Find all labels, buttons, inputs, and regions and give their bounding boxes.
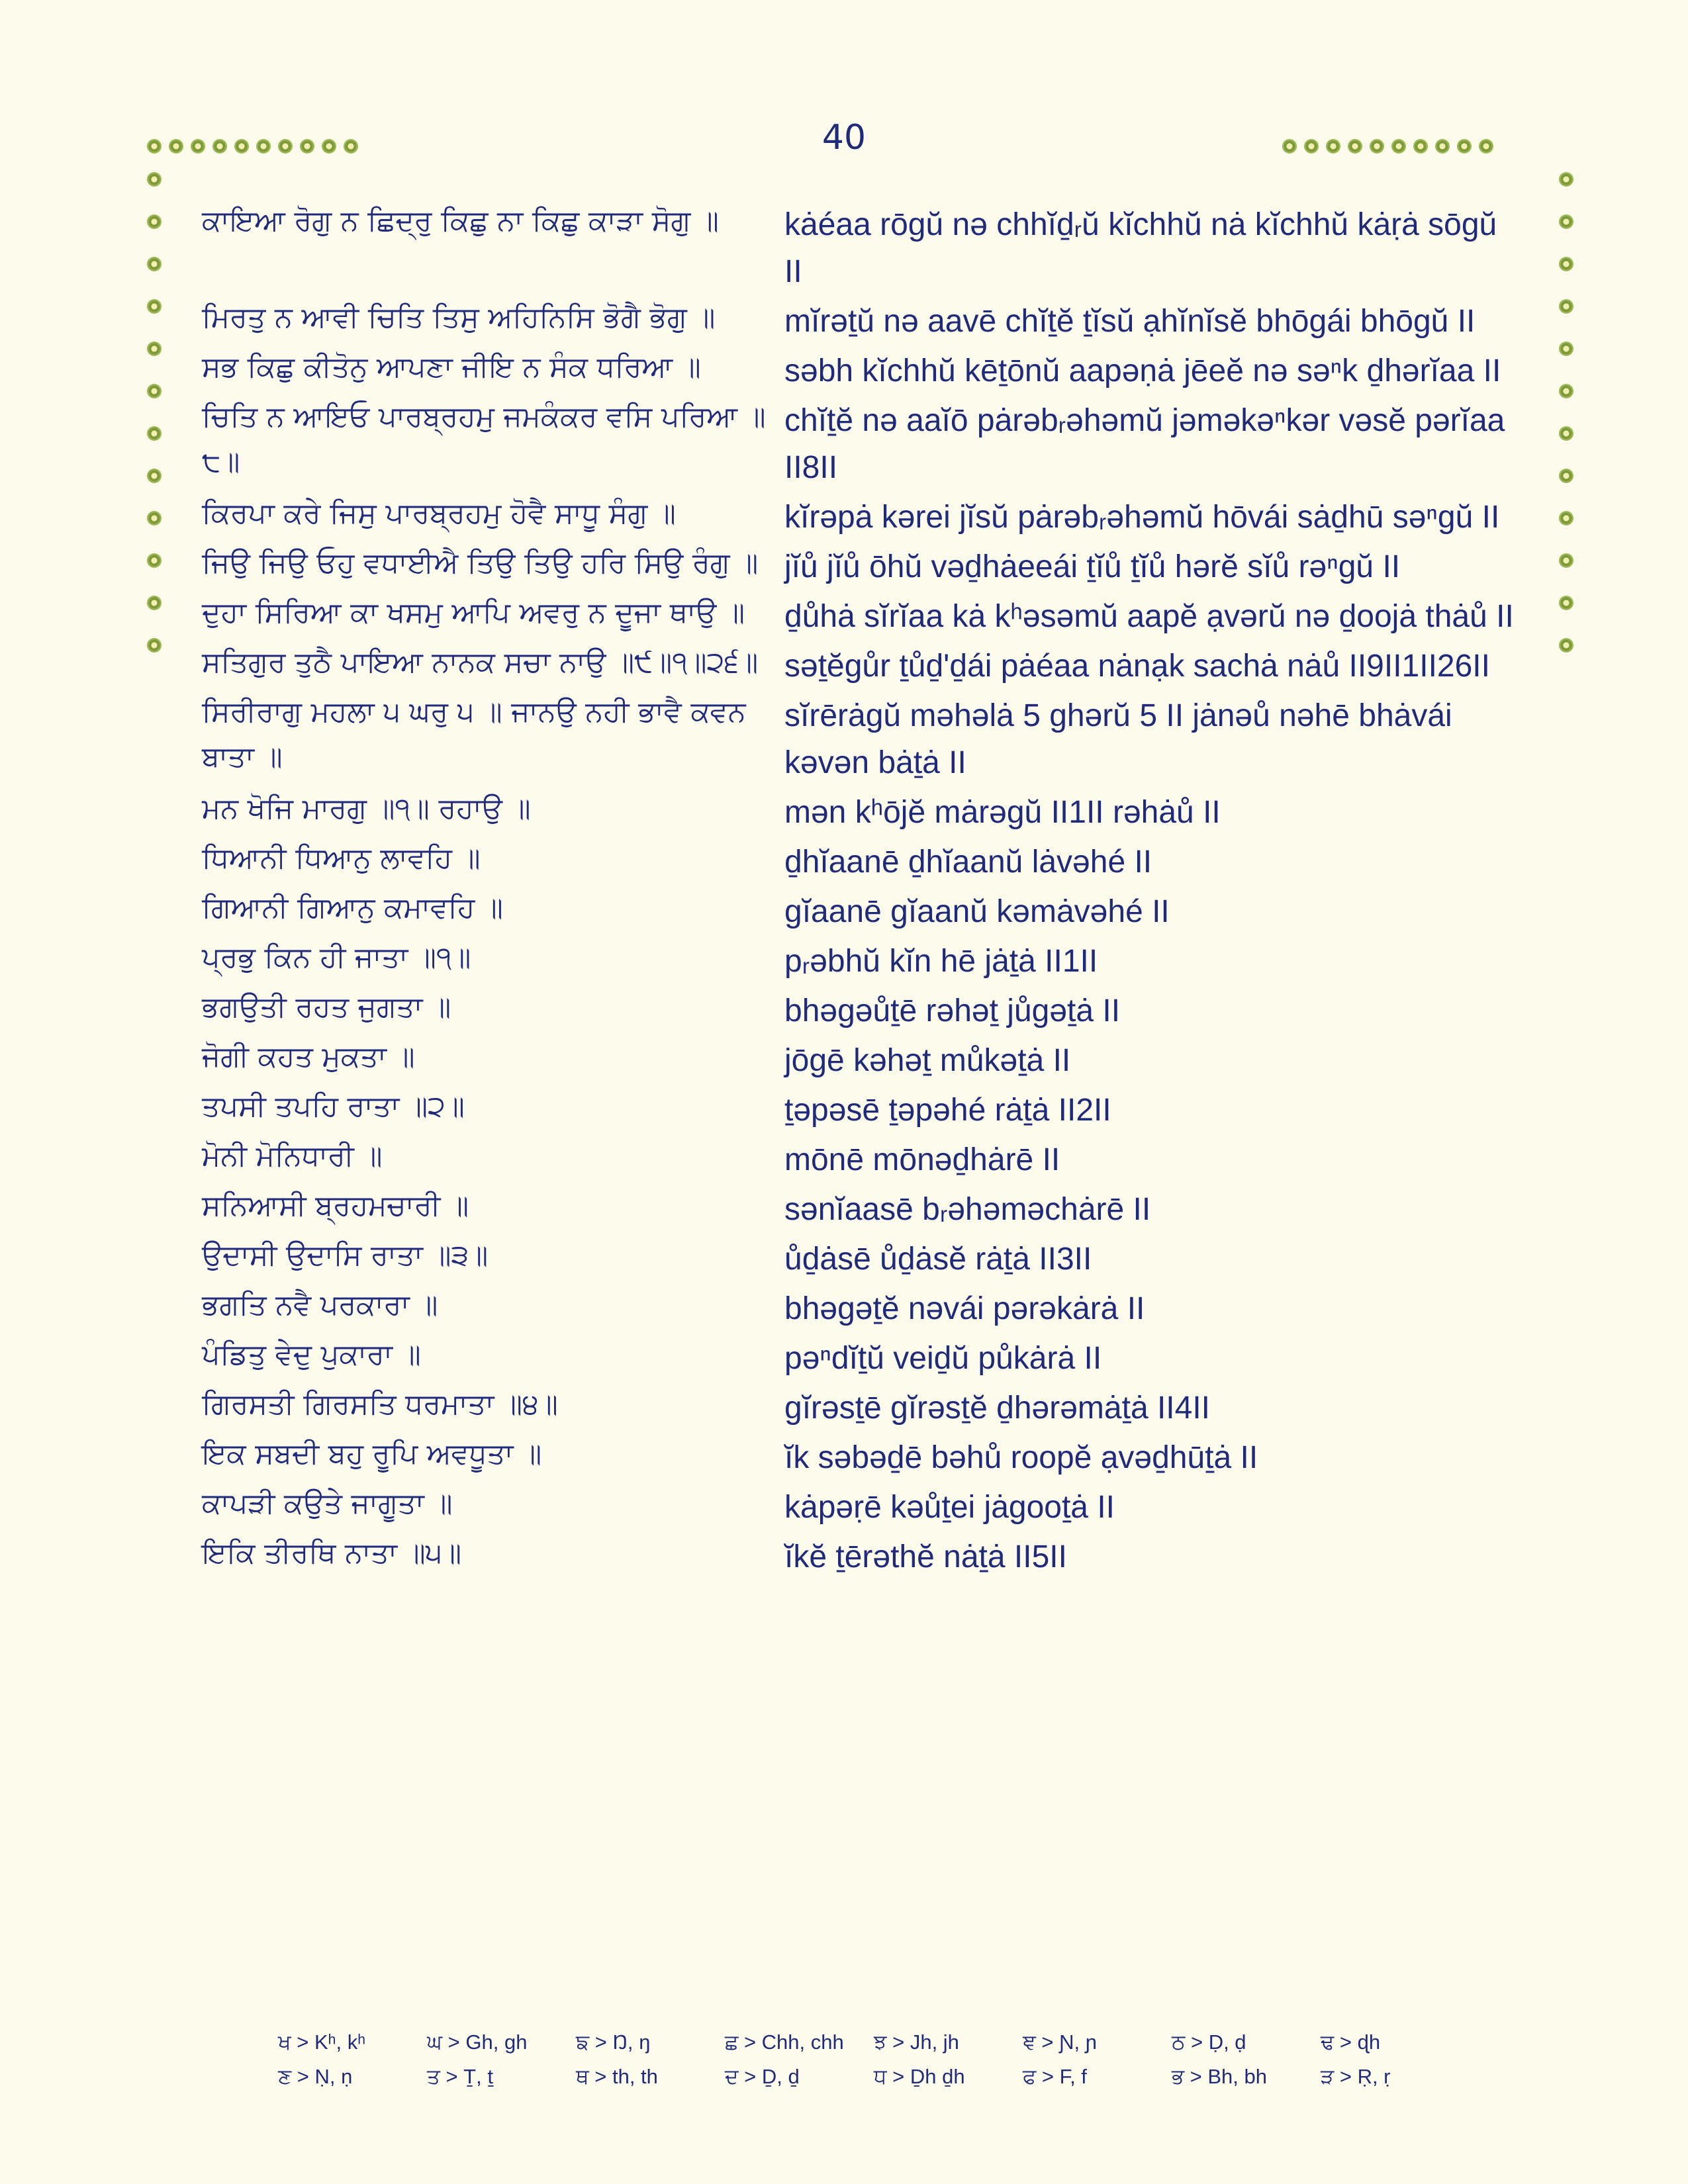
transliteration-line: kȧéaa rōgŭ nə chhĭḏᵣŭ kĭchhŭ nȧ kĭchhŭ kȧṛȧ sōgŭ II <box>784 207 1497 289</box>
transliteration-line: bhəgəṯĕ nəvái pərəkȧrȧ II <box>784 1291 1145 1326</box>
transliteration-line: ĭkĕ ṯērəthĕ nȧṯȧ II5II <box>784 1539 1067 1574</box>
transliteration-line: ḏůhȧ sĭrĭaa kȧ kʰəsəmŭ aapĕ ạvərŭ nə ḏoojȧ thȧů II <box>784 599 1514 634</box>
gurmukhi-line: ਪ੍ਰਭੁ ਕਿਨ ਹੀ ਜਾਤਾ ॥੧॥ <box>202 941 471 974</box>
verse-row <box>202 394 1519 491</box>
verse-row <box>202 541 1519 590</box>
key-item: ਘ > Gh, gh <box>427 2030 528 2054</box>
flower-icon <box>344 139 358 154</box>
flower-icon <box>234 139 249 154</box>
flower-icon <box>147 384 162 398</box>
verse-row <box>202 786 1519 836</box>
gurmukhi-line: ਸਭ ਕਿਛੁ ਕੀਤੋਨੁ ਆਪਣਾ ਜੀਇ ਨ ਸੰਕ ਧਰਿਆ ॥ <box>202 351 701 384</box>
verse-row <box>202 1432 1519 1481</box>
flower-icon <box>1413 139 1428 154</box>
gurmukhi-line: ਮਿਰਤੁ ਨ ਆਵੀ ਚਿਤਿ ਤਿਸੁ ਅਹਿਨਿਸਿ ਭੋਗੈ ਭੋਗੁ ॥ <box>202 301 716 334</box>
transliteration-line: bhəgəůṯē rəhəṯ jůgəṯȧ II <box>784 993 1121 1028</box>
flower-icon <box>1559 511 1573 525</box>
gurmukhi-line: ਕਿਰਪਾ ਕਰੇ ਜਿਸੁ ਪਾਰਬ੍ਰਹਮੁ ਹੋਵੈ ਸਾਧੂ ਸੰਗੁ ॥ <box>202 497 676 530</box>
gurmukhi-line: ਸਨਿਆਸੀ ਬ੍ਰਹਮਚਾਰੀ ॥ <box>202 1189 469 1222</box>
flower-icon <box>147 638 162 653</box>
flower-icon <box>1370 139 1384 154</box>
flower-icon <box>1479 139 1493 154</box>
key-item: ਝ > Jh, jh <box>874 2030 959 2054</box>
flower-icon <box>1559 214 1573 229</box>
key-item: ਠ > Ḍ, ḍ <box>1172 2030 1246 2054</box>
transliteration-line: kȧpəṛē kəůṯei jȧgooṯȧ II <box>784 1490 1115 1525</box>
flower-icon <box>1326 139 1340 154</box>
key-item: ਣ > Ṇ, ṇ <box>278 2065 353 2088</box>
flower-icon <box>147 341 162 356</box>
flower-icon <box>1391 139 1406 154</box>
flower-icon <box>300 139 314 154</box>
gurmukhi-line: ਭਗਉਤੀ ਰਹਤ ਜੁਗਤਾ ॥ <box>202 991 451 1024</box>
flower-icon <box>147 553 162 568</box>
gurmukhi-line: ਇਕਿ ਤੀਰਥਿ ਨਾਤਾ ॥੫॥ <box>202 1537 462 1570</box>
flower-icon <box>278 139 293 154</box>
verse-table <box>202 199 1519 1580</box>
gurmukhi-line: ਜੋਗੀ ਕਹਤ ਮੁਕਤਾ ॥ <box>202 1040 415 1073</box>
flower-icon <box>147 596 162 610</box>
key-item: ਙ > Ŋ, ŋ <box>576 2030 651 2054</box>
gurmukhi-line: ਦੁਹਾ ਸਿਰਿਆ ਕਾ ਖਸਮੁ ਆਪਿ ਅਵਰੁ ਨ ਦੂਜਾ ਥਾਉ ॥ <box>202 596 745 629</box>
verse-row <box>202 491 1519 541</box>
flower-icon <box>1282 139 1297 154</box>
verse-row <box>202 345 1519 394</box>
gurmukhi-line: ਕਾਪੜੀ ਕਉਤੇ ਜਾਗੂਤਾ ॥ <box>202 1487 453 1520</box>
transliteration-line: mĭrəṯŭ nə aavē chĭṯĕ ṯĭsŭ ạhĭnĭsĕ bhōgái bhōgŭ II <box>784 304 1476 339</box>
key-item: ਖ > Kʰ, kʰ <box>278 2030 366 2054</box>
flower-icon <box>147 511 162 525</box>
verse-row <box>202 1481 1519 1531</box>
verse-row <box>202 1283 1519 1332</box>
transliteration-line: pᵣəbhŭ kĭn hē jȧṯȧ II1II <box>784 944 1098 979</box>
gurmukhi-line: ਚਿਤਿ ਨ ਆਇਓ ਪਾਰਬ੍ਰਹਮੁ ਜਮਕੰਕਰ ਵਸਿ ਪਰਿਆ ॥੮॥ <box>202 400 766 478</box>
verse-row <box>202 295 1519 345</box>
verse-row <box>202 199 1519 295</box>
transliteration-line: ḏhĭaanē ḏhĭaanŭ lȧvəhé II <box>784 844 1152 880</box>
transliteration-line: chĭṯĕ nə aaĭō pȧrəbᵣəhəmŭ jəməkəⁿkər vəsĕ pərĭaa II8II <box>784 403 1505 485</box>
verse-row <box>202 935 1519 985</box>
verse-row <box>202 1233 1519 1283</box>
transliteration-line: pəⁿdĭṯŭ veiḏŭ půkȧrȧ II <box>784 1341 1102 1376</box>
flower-icon <box>1559 299 1573 314</box>
key-row <box>278 2030 1470 2065</box>
flower-icon <box>322 139 336 154</box>
gurmukhi-line: ਗਿਰਸਤੀ ਗਿਰਸਤਿ ਧਰਮਾਤਾ ॥੪॥ <box>202 1388 558 1421</box>
gurmukhi-line: ਉਦਾਸੀ ਉਦਾਸਿ ਰਾਤਾ ॥੩॥ <box>202 1239 489 1272</box>
flower-icon <box>1559 426 1573 441</box>
flower-icon <box>169 139 183 154</box>
verse-row <box>202 1084 1519 1134</box>
gurmukhi-line: ਗਿਆਨੀ ਗਿਆਨੁ ਕਮਾਵਹਿ ॥ <box>202 891 503 925</box>
flower-icon <box>1457 139 1472 154</box>
key-item: ਛ > Chh, chh <box>725 2030 844 2054</box>
flower-icon <box>147 469 162 483</box>
key-item: ਢ > ɖh <box>1321 2030 1381 2054</box>
transliteration-line: səṯĕgůr ṯůḏ'ḏái pȧéaa nȧnạk sachȧ nȧů II9II1II26II <box>784 649 1490 684</box>
gurmukhi-line: ਸਿਰੀਰਾਗੁ ਮਹਲਾ ੫ ਘਰੁ ੫ ॥ ਜਾਨਉ ਨਹੀ ਭਾਵੈ ਕਵਨ ਬਾਤਾ ॥ <box>202 696 746 774</box>
flower-icon <box>147 426 162 441</box>
verse-row <box>202 1531 1519 1580</box>
verse-row <box>202 1134 1519 1183</box>
flower-icon <box>147 172 162 187</box>
flower-icon <box>1304 139 1319 154</box>
gurmukhi-line: ਧਿਆਨੀ ਧਿਆਨੁ ਲਾਵਹਿ ॥ <box>202 842 481 875</box>
verse-row <box>202 985 1519 1034</box>
flower-icon <box>1559 553 1573 568</box>
flower-icon <box>1348 139 1362 154</box>
page-number: 40 <box>821 118 867 158</box>
gurmukhi-line: ਤਪਸੀ ਤਪਹਿ ਰਾਤਾ ॥੨॥ <box>202 1090 465 1123</box>
key-item: ਦ > Ḏ, ḏ <box>725 2065 800 2088</box>
verse-row <box>202 640 1519 690</box>
gurmukhi-line: ਸਤਿਗੁਰ ਤੁਠੈ ਪਾਇਆ ਨਾਨਕ ਸਚਾ ਨਾਉ ॥੯॥੧॥੨੬॥ <box>202 646 759 679</box>
transliteration-line: gĭaanē gĭaanŭ kəmȧvəhé II <box>784 894 1170 929</box>
transliteration-line: ṯəpəsē ṯəpəhé rȧṯȧ II2II <box>784 1093 1111 1128</box>
transliteration-line: səbh kĭchhŭ kēṯōnŭ aapəṇȧ jēeĕ nə səⁿk ḏhərĭaa II <box>784 353 1501 388</box>
gurmukhi-line: ਇਕ ਸਬਦੀ ਬਹੁ ਰੂਪਿ ਅਵਧੂਤਾ ॥ <box>202 1437 542 1471</box>
flower-icon <box>1559 257 1573 271</box>
transliteration-line: kĭrəpȧ kərei jĭsŭ pȧrəbᵣəhəmŭ hōvái sȧḏhū səⁿgŭ II <box>784 500 1500 535</box>
flower-icon <box>1559 384 1573 398</box>
flower-icon <box>147 214 162 229</box>
key-item: ੜ > Ṛ, ṛ <box>1321 2065 1391 2088</box>
flower-icon <box>212 139 227 154</box>
gurmukhi-line: ਭਗਤਿ ਨਵੈ ਪਰਕਾਰਾ ॥ <box>202 1289 438 1322</box>
transliteration-line: gĭrəsṯē gĭrəsṯĕ ḏhərəmȧṯȧ II4II <box>784 1390 1211 1426</box>
flower-icon <box>1435 139 1450 154</box>
key-item: ਥ > th, th <box>576 2065 658 2088</box>
verse-row <box>202 1034 1519 1084</box>
transliteration-line: mən kʰōjĕ mȧrəgŭ II1II rəhȧů II <box>784 795 1221 830</box>
transliteration-line: sĭrērȧgŭ məhəlȧ 5 ghərŭ 5 II jȧnəů nəhē bhȧvái kəvən bȧṯȧ II <box>784 698 1452 780</box>
transliteration-line: mōnē mōnəḏhȧrē II <box>784 1142 1060 1177</box>
gurmukhi-line: ਪੰਡਿਤੁ ਵੇਦੁ ਪੁਕਾਰਾ ॥ <box>202 1338 421 1371</box>
flower-icon <box>147 299 162 314</box>
transliteration-line: jōgē kəhəṯ můkəṯȧ II <box>784 1043 1071 1078</box>
key-item: ਭ > Bh, bh <box>1172 2065 1267 2088</box>
gurmukhi-line: ਮੋਨੀ ਮੋਨਿਧਾਰੀ ॥ <box>202 1140 383 1173</box>
verse-row <box>202 1183 1519 1233</box>
flower-icon <box>1559 596 1573 610</box>
verse-row <box>202 690 1519 786</box>
flower-icon <box>1559 469 1573 483</box>
flower-icon <box>1559 172 1573 187</box>
verse-row <box>202 886 1519 935</box>
verse-row <box>202 1332 1519 1382</box>
transliteration-key <box>278 2030 1470 2099</box>
gurmukhi-line: ਮਨ ਖੋਜਿ ਮਾਰਗੁ ॥੧॥ ਰਹਾਉ ॥ <box>202 792 531 825</box>
key-item: ਞ > Ɲ, ɲ <box>1023 2030 1097 2054</box>
transliteration-line: jĭů jĭů ōhŭ vəḏhȧeeái ṯĭů ṯĭů hərĕ sĭů rəⁿgŭ II <box>784 549 1401 584</box>
flower-icon <box>147 139 162 154</box>
key-item: ਧ > Ḏh ḏh <box>874 2065 965 2088</box>
transliteration-line: sənĭaasē bᵣəhəməchȧrē II <box>784 1192 1151 1227</box>
gurmukhi-line: ਜਿਉ ਜਿਉ ਓਹੁ ਵਧਾਈਐ ਤਿਉ ਤਿਉ ਹਰਿ ਸਿਉ ਰੰਗੁ ॥ <box>202 547 759 580</box>
gurmukhi-line: ਕਾਇਆ ਰੋਗੁ ਨ ਛਿਦ੍ਰੁ ਕਿਛੁ ਨਾ ਕਿਛੁ ਕਾੜਾ ਸੋਗੁ ॥ <box>202 205 719 238</box>
flower-icon <box>1559 341 1573 356</box>
verse-row <box>202 836 1519 886</box>
flower-icon <box>1559 638 1573 653</box>
key-item: ਫ > F, f <box>1023 2065 1087 2088</box>
flower-icon <box>256 139 271 154</box>
verse-row <box>202 1382 1519 1432</box>
transliteration-line: ĭk səbəḏē bəhů roopĕ ạvəḏhūṯȧ II <box>784 1440 1258 1475</box>
key-row <box>278 2065 1470 2099</box>
flower-icon <box>147 257 162 271</box>
transliteration-line: ůḏȧsē ůḏȧsĕ rȧṯȧ II3II <box>784 1242 1092 1277</box>
key-item: ਤ > Ṯ, ṯ <box>427 2065 493 2088</box>
flower-icon <box>191 139 205 154</box>
verse-row <box>202 590 1519 640</box>
